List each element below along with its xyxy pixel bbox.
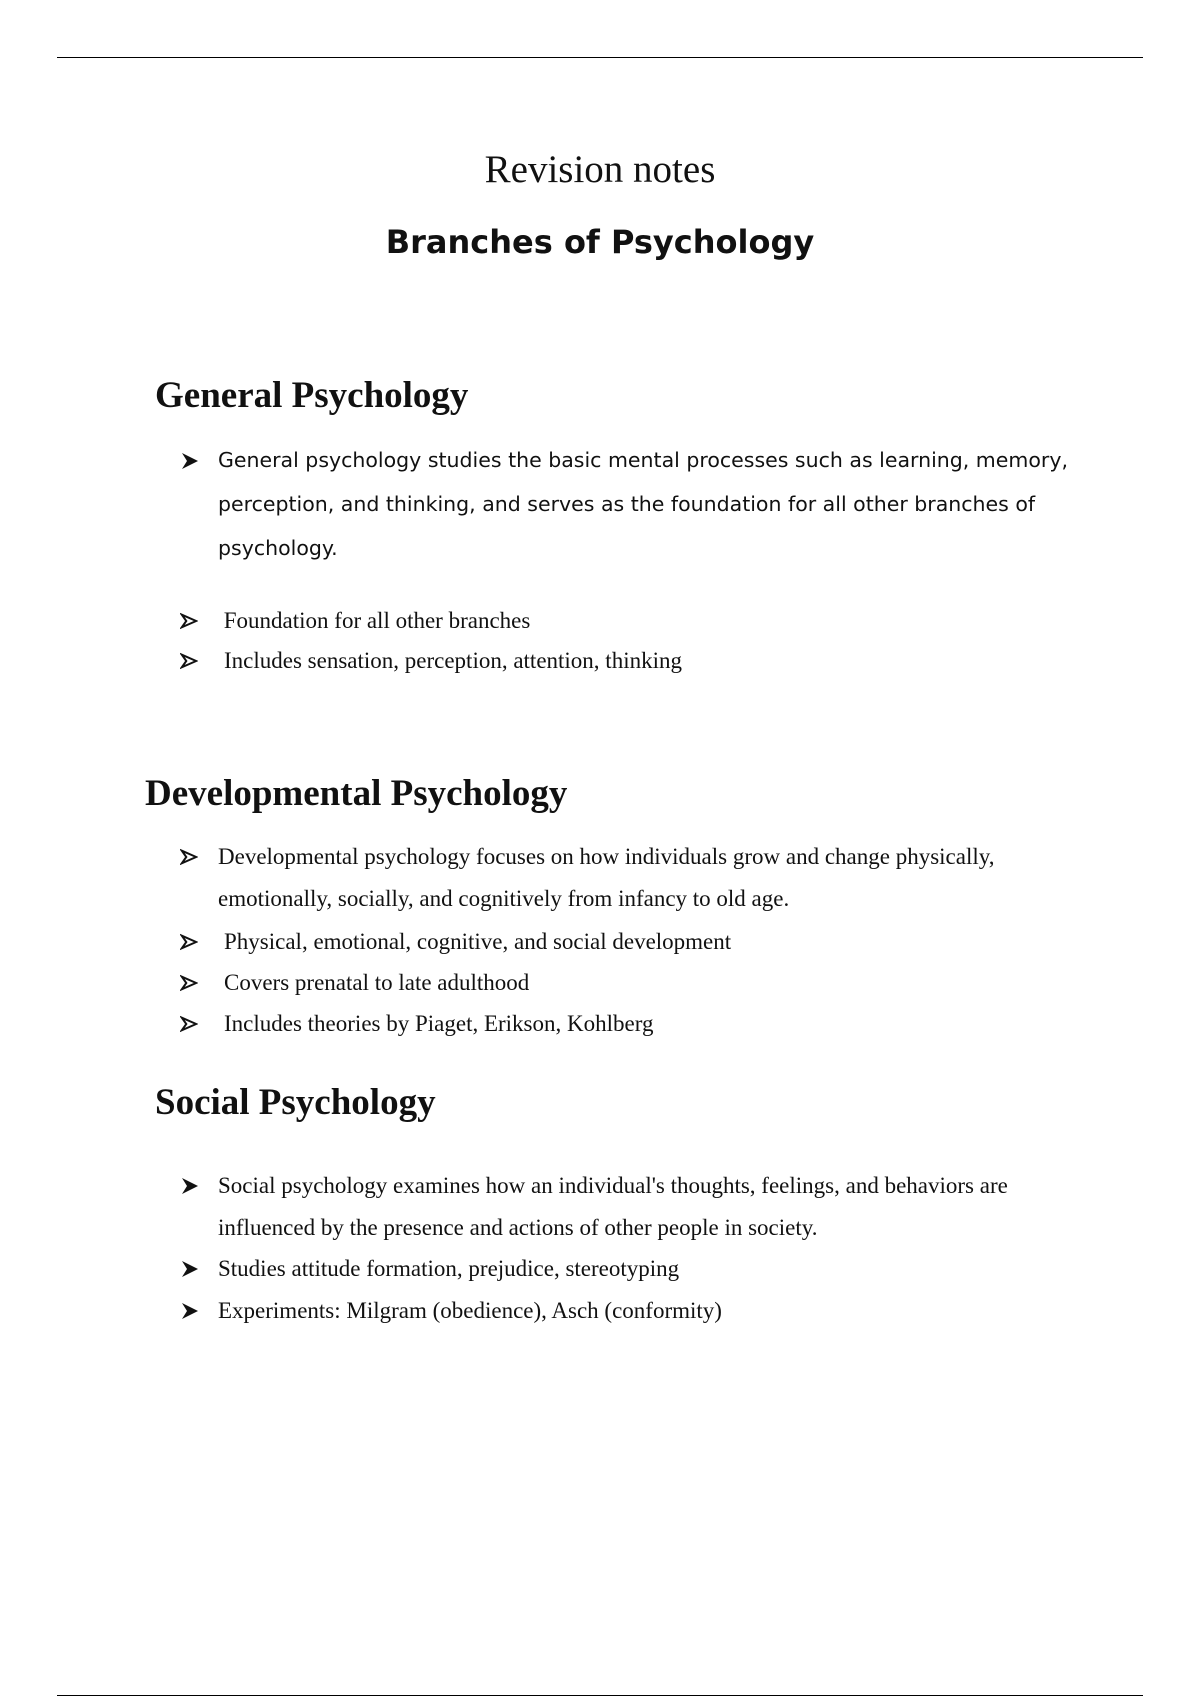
arrowhead-bullet-icon — [180, 1015, 198, 1033]
arrowhead-bullet-icon — [180, 933, 198, 951]
section-heading: Developmental Psychology — [145, 773, 568, 814]
arrowhead-bullet-icon — [180, 1259, 200, 1279]
bullet-text: Covers prenatal to late adulthood — [224, 970, 530, 995]
list-item — [180, 438, 1070, 570]
bullet-text: Foundation for all other branches — [218, 608, 531, 633]
bullet-text: Developmental psychology focuses on how individuals grow and change physically, emotionally, socially, and cognitively from infancy to old age. — [218, 844, 995, 911]
arrowhead-bullet-icon — [180, 974, 198, 992]
section-heading: General Psychology — [155, 375, 469, 416]
bullet-text: Social psychology examines how an individual's thoughts, feelings, and behaviors are influenced by the presence and actions of other people in society. — [218, 1173, 1008, 1240]
list-item — [180, 640, 1070, 682]
list-item — [180, 600, 1070, 642]
arrowhead-bullet-icon — [180, 1301, 200, 1321]
arrowhead-bullet-icon — [180, 652, 198, 670]
arrowhead-bullet-icon — [180, 1176, 200, 1196]
document-title: Revision notes — [484, 148, 716, 191]
list-item — [180, 1248, 1070, 1290]
list-item — [180, 1003, 1070, 1045]
bullet-text: Experiments: Milgram (obedience), Asch (conformity) — [218, 1298, 722, 1323]
list-item — [180, 1165, 1070, 1249]
header-rule — [57, 57, 1143, 58]
list-item — [180, 836, 1070, 920]
footer-rule — [57, 1695, 1143, 1696]
arrowhead-bullet-icon — [180, 612, 198, 630]
section-heading: Social Psychology — [155, 1082, 436, 1123]
document-subtitle: Branches of Psychology — [385, 223, 815, 261]
bullet-text: Includes theories by Piaget, Erikson, Kohlberg — [224, 1011, 654, 1036]
arrowhead-bullet-icon — [180, 848, 198, 866]
bullet-text: Physical, emotional, cognitive, and social development — [224, 929, 732, 954]
list-item — [180, 1290, 1070, 1332]
list-item — [180, 962, 1070, 1004]
arrowhead-bullet-icon — [180, 451, 200, 471]
bullet-text: Studies attitude formation, prejudice, stereotyping — [218, 1256, 680, 1281]
list-item — [180, 921, 1070, 963]
bullet-text: Includes sensation, perception, attention, thinking — [224, 648, 682, 673]
bullet-text: General psychology studies the basic mental processes such as learning, memory, perception, and thinking, and serves as the foundation for all other branches of psychology. — [218, 448, 1068, 560]
